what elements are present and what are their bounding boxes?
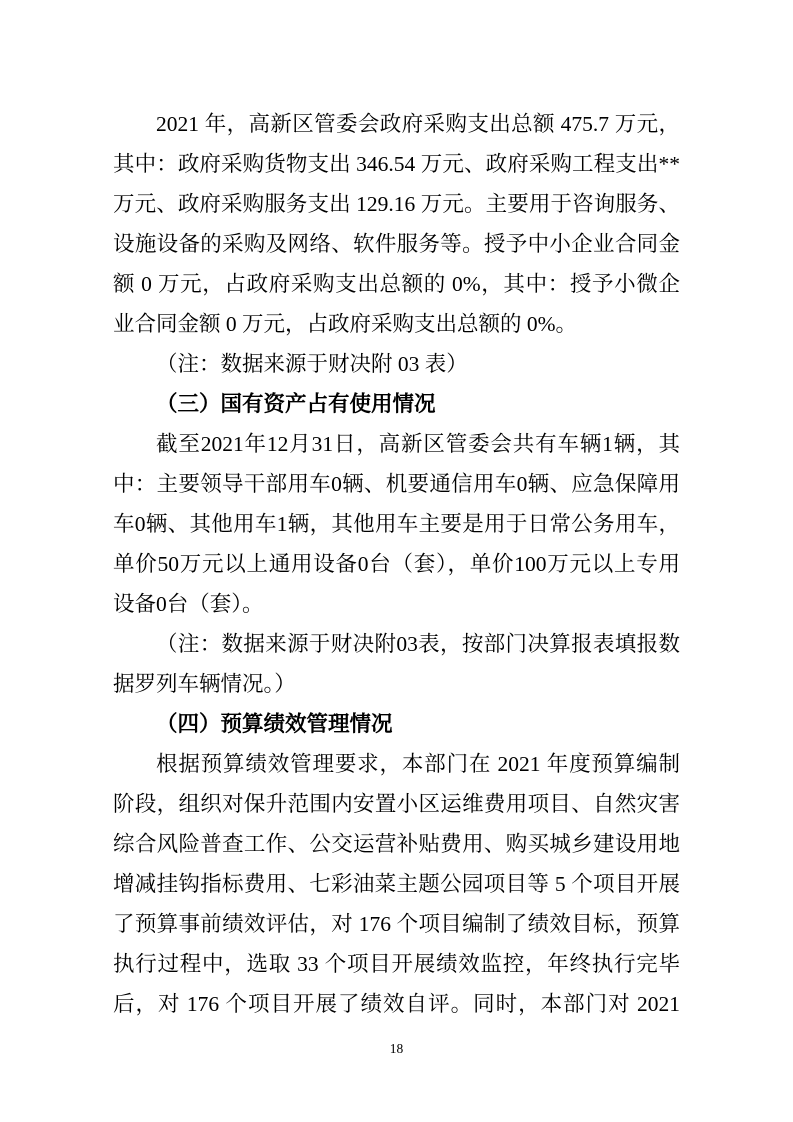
body-line: 截至2021年12月31日，高新区管委会共有车辆1辆，其 [156, 432, 680, 456]
body-line: 后，对 176 个项目开展了绩效自评。同时，本部门对 2021 [113, 992, 680, 1016]
note-line: （注：数据来源于财决附 03 表） [156, 352, 468, 376]
document-text [113, 104, 680, 1024]
section-heading-3: （三）国有资产占有使用情况 [156, 392, 436, 416]
body-line: 中：主要领导干部用车0辆、机要通信用车0辆、应急保障用 [113, 472, 680, 496]
body-line: 设备0台（套）。 [113, 592, 264, 616]
body-line: 单价50万元以上通用设备0台（套），单价100万元以上专用 [113, 552, 680, 576]
body-line: 万元、政府采购服务支出 129.16 万元。主要用于咨询服务、 [113, 192, 680, 216]
body-line: 根据预算绩效管理要求，本部门在 2021 年度预算编制 [156, 752, 680, 776]
page-footer [113, 1040, 680, 1058]
body-line: 增减挂钩指标费用、七彩油菜主题公园项目等 5 个项目开展 [113, 872, 680, 896]
body-line: 2021 年，高新区管委会政府采购支出总额 475.7 万元， [156, 112, 680, 136]
body-line: 其中：政府采购货物支出 346.54 万元、政府采购工程支出** [113, 152, 680, 176]
body-line: 执行过程中，选取 33 个项目开展绩效监控，年终执行完毕 [113, 952, 680, 976]
body-line: 综合风险普查工作、公交运营补贴费用、购买城乡建设用地 [113, 832, 680, 856]
body-line: 阶段，组织对保升范围内安置小区运维费用项目、自然灾害 [113, 792, 680, 816]
note-line: 据罗列车辆情况。） [113, 672, 296, 696]
section-heading-4: （四）预算绩效管理情况 [156, 712, 393, 736]
body-line: 设施设备的采购及网络、软件服务等。授予中小企业合同金 [113, 232, 680, 256]
body-line: 业合同金额 0 万元，占政府采购支出总额的 0%。 [113, 312, 578, 336]
page-number: 18 [389, 1041, 404, 1056]
body-line: 额 0 万元，占政府采购支出总额的 0%，其中：授予小微企 [113, 272, 680, 296]
body-line: 车0辆、其他用车1辆，其他用车主要是用于日常公务用车， [113, 512, 680, 536]
body-line: 了预算事前绩效评估，对 176 个项目编制了绩效目标，预算 [113, 912, 680, 936]
note-line: （注：数据来源于财决附03表，按部门决算报表填报数 [156, 632, 680, 656]
